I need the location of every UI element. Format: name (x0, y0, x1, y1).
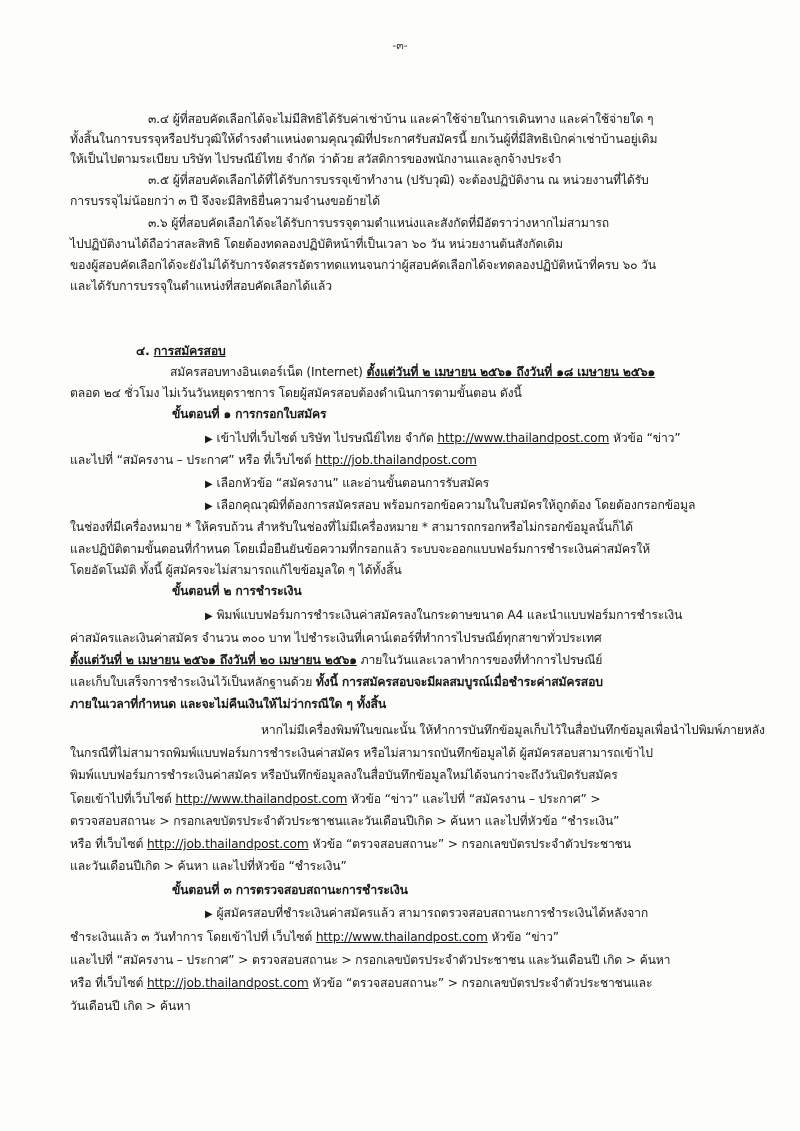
bullet-text: และไปที่ “สมัครงาน – ประกาศ” หรือ ที่เว็บไซต์ (70, 453, 316, 467)
step-1-bullet-2 (205, 475, 489, 493)
payment-period: ตั้งแต่วันที่ ๒ เมษายน ๒๕๖๑ ถึงวันที่ ๒๐ เมษายน ๒๕๖๑ (70, 653, 357, 667)
bullet-text: พิมพ์แบบฟอร์มการชำระเงินค่าสมัครลงในกระดาษขนาด A4 และนำแบบฟอร์มการชำระเงิน (216, 608, 683, 622)
bullet-text: หัวข้อ “ข่าว” (487, 930, 559, 944)
step-2-para-2-line-1: หากไม่มีเครื่องพิมพ์ในขณะนั้น ให้ทำการบันทึกข้อมูลเก็บไว้ในสื่อบันทึกข้อมูลเพื่อนำไปพิมพ์ภายหลัง (261, 723, 765, 737)
step-1-bullet-3-line-3: และปฏิบัติตามขั้นตอนที่กำหนด โดยเมื่อยืนยันข้อความที่กรอกแล้ว ระบบจะออกแบบฟอร์มการชำระเงินค่าสมัครให้ (70, 542, 651, 556)
bullet-text: และเก็บใบเสร็จการชำระเงินไว้เป็นหลักฐานด้วย (70, 675, 316, 689)
step-2-bullet-1-line-3 (70, 652, 602, 668)
clause-3-6-line-1: ๓.๖ ผู้ที่สอบคัดเลือกได้จะได้รับการบรรจุตามตำแหน่งและสังกัดที่มีอัตราว่างหากไม่สามารถ (148, 216, 610, 230)
page-number: -๓- (392, 39, 408, 52)
step-2-para-2-line-5: ตรวจสอบสถานะ > กรอกเลขบัตรประจำตัวประชาชนและวันเดือนปีเกิด > ค้นหา และไปที่หัวข้อ “ชำระเงิน” (70, 814, 620, 828)
clause-3-4-line-2: ทั้งสิ้นในการบรรจุหรือปรับวุฒิให้ดำรงตำแหน่งตามคุณวุฒิที่ประกาศรับสมัครนี้ ยกเว้นผู้ที่มีสิทธิเบิกค่าเช่าบ้านอยู่เดิม (70, 132, 658, 146)
step-2-bullet-1-line-4 (70, 674, 603, 690)
thailandpost-link[interactable]: http://www.thailandpost.com (315, 930, 488, 944)
thailandpost-link[interactable]: http://www.thailandpost.com (437, 431, 610, 445)
section-4-heading (136, 343, 226, 359)
step-2-para-2-line-2: ในกรณีที่ไม่สามารถพิมพ์แบบฟอร์มการชำระเงินค่าสมัคร หรือไม่สามารถบันทึกข้อมูลได้ ผู้สมัครสอบสามารถเข้าไป (70, 746, 653, 760)
job-thailandpost-link[interactable]: http://job.thailandpost.com (315, 453, 477, 467)
bullet-text: ผู้สมัครสอบที่ชำระเงินค่าสมัครแล้ว สามารถตรวจสอบสถานะการชำระเงินได้หลังจาก (216, 906, 649, 920)
step-2-bullet-1-line-1 (205, 607, 682, 625)
triangle-bullet-icon: ▶ (205, 909, 213, 920)
bullet-text: โดยเข้าไปที่เว็บไซต์ (70, 792, 176, 806)
triangle-bullet-icon: ▶ (205, 434, 213, 445)
application-period: ตั้งแต่วันที่ ๒ เมษายน ๒๕๖๑ ถึงวันที่ ๑๘ เมษายน ๒๕๖๑ (366, 365, 656, 379)
step-1-bullet-3-line-2: ในช่องที่มีเครื่องหมาย * ให้ครบถ้วน สำหรับในช่องที่ไม่มีเครื่องหมาย * สามารถกรอกหรือไม่กรอกข้อมูลนั้นก็ได้ (70, 520, 633, 534)
bullet-text: หรือ ที่เว็บไซต์ (70, 837, 147, 851)
step-1-bullet-1-line-2 (70, 452, 477, 468)
step-2-title: ขั้นตอนที่ ๒ การชำระเงิน (172, 584, 302, 598)
bullet-text: เลือกคุณวุฒิที่ต้องการสมัครสอบ พร้อมกรอกข้อความในใบสมัครให้ถูกต้อง โดยต้องกรอกข้อมูล (216, 498, 696, 512)
bullet-text: หัวข้อ “ตรวจสอบสถานะ” > กรอกเลขบัตรประจำตัวประชาชนและ (308, 976, 653, 990)
step-2-bullet-1-line-2: ค่าสมัครและเงินค่าสมัคร จำนวน ๓๐๐ บาท ไปชำระเงินที่เคาน์เตอร์ที่ทำการไปรษณีย์ทุกสาขาทั่วประเทศ (70, 631, 602, 645)
step-2-bullet-1-line-5: ภายในเวลาที่กำหนด และจะไม่คืนเงินให้ไม่ว่ากรณีใด ๆ ทั้งสิ้น (70, 697, 387, 711)
step-3-bullet-1-line-3: และไปที่ “สมัครงาน – ประกาศ” > ตรวจสอบสถานะ > กรอกเลขบัตรประจำตัวประชาชน และวันเดือนปี เกิด > ค้นหา (70, 953, 671, 967)
bullet-text: หัวข้อ “ตรวจสอบสถานะ” > กรอกเลขบัตรประจำตัวประชาชน (308, 837, 631, 851)
triangle-bullet-icon: ▶ (205, 611, 213, 622)
clause-3-6-line-4: และได้รับการบรรจุในตำแหน่งที่สอบคัดเลือกได้แล้ว (70, 279, 332, 293)
section-4-number: ๔. (136, 344, 150, 358)
clause-3-6-line-3: ของผู้สอบคัดเลือกได้จะยังไม่ได้รับการจัดสรรอัตราทดแทนจนกว่าผู้สอบคัดเลือกได้จะทดลองปฏิบัติหน้าที่ครบ ๖๐ วัน (70, 258, 656, 272)
triangle-bullet-icon: ▶ (205, 479, 213, 490)
intro-text: สมัครสอบทางอินเตอร์เน็ต (Internet) (170, 365, 367, 379)
section-4-intro-line-2: ตลอด ๒๔ ชั่วโมง ไม่เว้นวันหยุดราชการ โดยผู้สมัครสอบต้องดำเนินการตามขั้นตอน ดังนี้ (70, 386, 522, 400)
payment-condition: ทั้งนี้ การสมัครสอบจะมีผลสมบูรณ์เมื่อชำระค่าสมัครสอบ (315, 675, 603, 689)
step-2-para-2-line-3: พิมพ์แบบฟอร์มการชำระเงินค่าสมัคร หรือบันทึกข้อมูลลงในสื่อบันทึกข้อมูลใหม่ได้จนกว่าจะถึงวันปิดรับสมัคร (70, 768, 618, 782)
job-thailandpost-link[interactable]: http://job.thailandpost.com (146, 837, 309, 851)
job-thailandpost-link[interactable]: http://job.thailandpost.com (146, 976, 309, 990)
step-3-bullet-1-line-4 (70, 975, 652, 991)
bullet-text: หัวข้อ “ข่าว” (609, 431, 681, 445)
clause-3-5-line-2: การบรรจุไม่น้อยกว่า ๓ ปี จึงจะมีสิทธิยื่นความจำนงขอย้ายได้ (70, 194, 381, 208)
step-3-bullet-1-line-2 (70, 929, 559, 945)
step-3-title: ขั้นตอนที่ ๓ การตรวจสอบสถานะการชำระเงิน (172, 883, 408, 897)
bullet-text: หรือ ที่เว็บไซต์ (70, 976, 147, 990)
clause-3-5-line-1: ๓.๕ ผู้ที่สอบคัดเลือกได้ที่ได้รับการบรรจุเข้าทำงาน (ปรับวุฒิ) จะต้องปฏิบัติงาน ณ หน่วยงานที่ได้รับ (148, 173, 649, 187)
bullet-text: เข้าไปที่เว็บไซต์ บริษัท ไปรษณีย์ไทย จำกัด (216, 431, 438, 445)
step-2-para-2-line-4 (70, 791, 600, 807)
clause-3-6-line-2: ไปปฏิบัติงานได้ถือว่าสละสิทธิ โดยต้องทดลองปฏิบัติหน้าที่เป็นเวลา ๖๐ วัน หน่วยงานต้นสังกัดเดิม (70, 237, 563, 251)
thailandpost-link[interactable]: http://www.thailandpost.com (175, 792, 348, 806)
step-3-bullet-1-line-1 (205, 905, 648, 923)
bullet-text: หัวข้อ “ข่าว” และไปที่ “สมัครงาน – ประกาศ” > (347, 792, 601, 806)
step-2-para-2-line-7: และวันเดือนปีเกิด > ค้นหา และไปที่หัวข้อ “ชำระเงิน” (70, 859, 347, 873)
bullet-text: เลือกหัวข้อ “สมัครงาน” และอ่านขั้นตอนการรับสมัคร (216, 476, 490, 490)
triangle-bullet-icon: ▶ (205, 501, 213, 512)
clause-3-4-line-3: ให้เป็นไปตามระเบียบ บริษัท ไปรษณีย์ไทย จำกัด ว่าด้วย สวัสดิการของพนักงานและลูกจ้างประจำ (70, 152, 562, 166)
bullet-text: ภายในวันและเวลาทำการของที่ทำการไปรษณีย์ (356, 653, 603, 667)
step-1-bullet-3-line-1 (205, 497, 695, 515)
bullet-text: ชำระเงินแล้ว ๓ วันทำการ โดยเข้าไปที่ เว็บไซต์ (70, 930, 316, 944)
step-2-para-2-line-6 (70, 836, 631, 852)
step-3-bullet-1-line-5: วันเดือนปี เกิด > ค้นหา (70, 999, 191, 1013)
step-1-bullet-1-line-1 (205, 430, 681, 448)
clause-3-4-line-1: ๓.๔ ผู้ที่สอบคัดเลือกได้จะไม่มีสิทธิได้รับค่าเช่าบ้าน และค่าใช้จ่ายในการเดินทาง และค่าใช้จ่ายใด ๆ (148, 112, 654, 126)
section-4-intro-line-1 (170, 364, 655, 380)
step-1-title: ขั้นตอนที่ ๑ การกรอกใบสมัคร (172, 407, 327, 421)
section-4-title: การสมัครสอบ (153, 344, 226, 358)
step-1-bullet-3-line-4: โดยอัตโนมัติ ทั้งนี้ ผู้สมัครจะไม่สามารถแก้ไขข้อมูลใด ๆ ได้ทั้งสิ้น (70, 563, 402, 577)
